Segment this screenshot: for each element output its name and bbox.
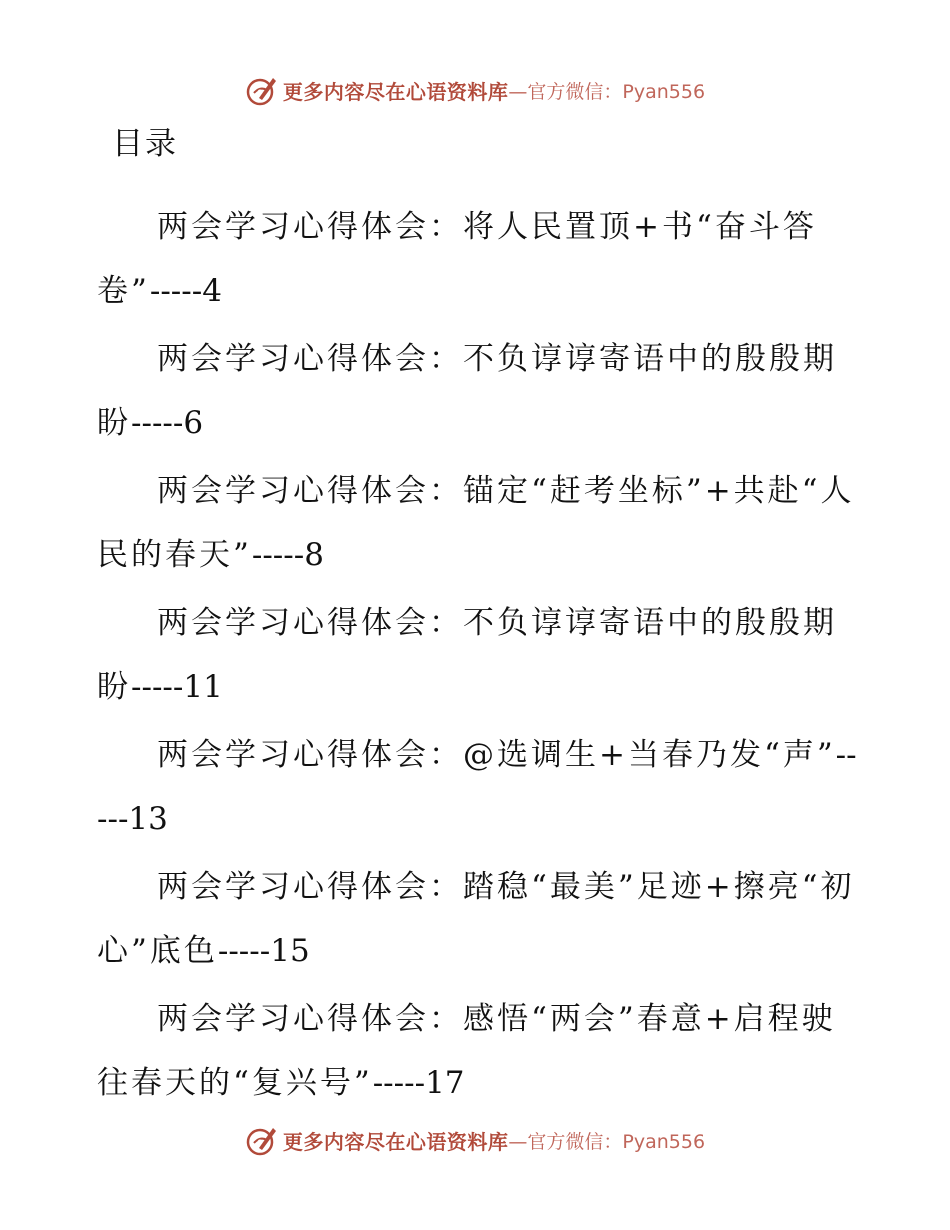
footer-sub-text: —官方微信：Pyan556 [508, 1130, 706, 1153]
toc-entry[interactable] [97, 327, 867, 455]
toc-entry[interactable] [97, 855, 867, 983]
toc-entry-page: -----4 [149, 273, 222, 309]
toc-entry-text: 两会学习心得体会：将人民置顶+书“奋斗答卷” [97, 209, 817, 309]
toc-entry[interactable] [97, 195, 867, 323]
header-main-text: 更多内容尽在心语资料库 [282, 79, 509, 104]
toc-entry[interactable] [97, 723, 867, 851]
toc-entry[interactable] [97, 987, 867, 1115]
pen-logo-icon [245, 73, 279, 107]
toc-list [97, 195, 867, 1119]
toc-entry[interactable] [97, 591, 867, 719]
toc-title: 目录 [112, 126, 178, 162]
toc-entry-text: 两会学习心得体会：@选调生+当春乃发“声” [157, 737, 836, 773]
toc-entry[interactable] [97, 459, 867, 587]
toc-entry-page: -----8 [251, 537, 324, 573]
toc-entry-text: 两会学习心得体会：感悟“两会”春意+启程驶往春天的“复兴号” [97, 1001, 836, 1101]
toc-entry-text: 两会学习心得体会：不负谆谆寄语中的殷殷期盼 [97, 341, 837, 441]
pen-logo-icon [245, 1123, 279, 1157]
toc-entry-page: -----17 [372, 1065, 465, 1101]
toc-entry-text: 两会学习心得体会：不负谆谆寄语中的殷殷期盼 [97, 605, 837, 705]
toc-entry-page: -----11 [131, 669, 223, 705]
header-banner [0, 70, 950, 110]
footer-banner [0, 1120, 950, 1160]
footer-main-text: 更多内容尽在心语资料库 [282, 1129, 509, 1154]
toc-entry-page: -----15 [217, 933, 310, 969]
toc-entry-page: -----6 [131, 405, 204, 441]
header-sub-text: —官方微信：Pyan556 [508, 80, 706, 103]
toc-entry-text: 两会学习心得体会：踏稳“最美”足迹+擦亮“初心”底色 [97, 869, 855, 969]
toc-entry-page: -----13 [97, 737, 857, 837]
toc-entry-text: 两会学习心得体会：锚定“赶考坐标”+共赴“人民的春天” [97, 473, 855, 573]
